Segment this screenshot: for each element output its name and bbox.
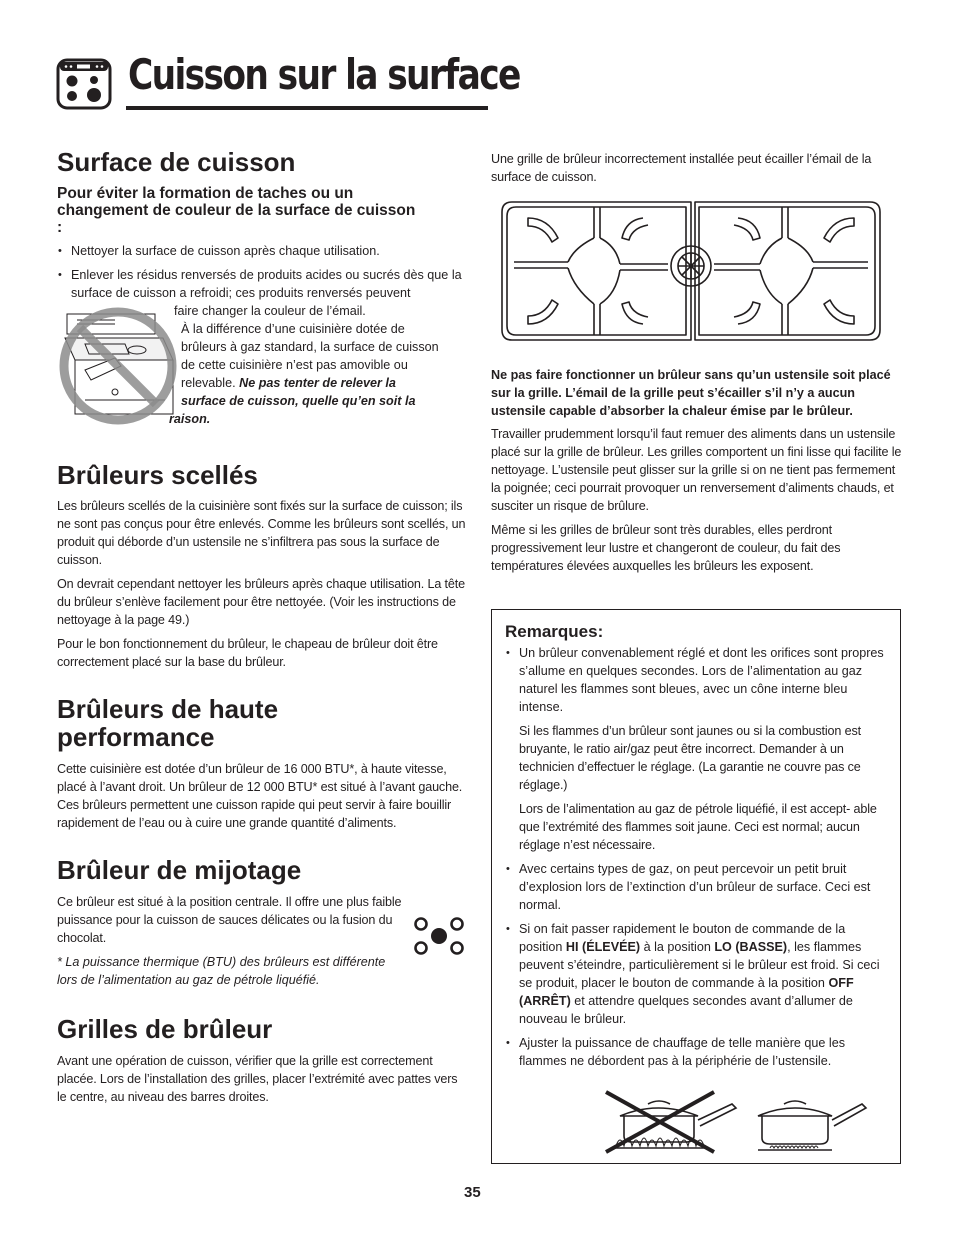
surface-subheading: Pour éviter la formation de taches ou un changement de couleur de la surface de cuisson : [57,185,416,236]
remarks-title: Remarques: [505,622,604,641]
list-item: • Avec certains types de gaz, on peut percevoir un petit bruit d’explosion lors de l’extinction d’un brûleur de surface. Ceci est normal. [505,860,886,914]
page-header [56,50,520,114]
grate-paragraph-1: Travailler prudemment lorsqu’il faut remuer des aliments dans un ustensile placé sur la grille de brûleur. Les grilles comportent un fini lisse qui facilite le nettoyage. L’ustensile peut glisser sur la grille si on ne tient pas fermement la poignée; ceci pourrait provoquer un renversement d’aliments chauds, et susciter un risque de brûlure. [491,427,902,513]
surface-note-block [57,302,467,436]
sealed-heading: Brûleurs scellés [57,460,258,490]
remarks-box [491,609,901,1164]
surface-bullet-continued: faire changer la couleur de l’émail. [174,304,366,318]
page-number: 35 [464,1184,481,1201]
remarks-sub-paragraph: Lors de l’alimentation au gaz de pétrole liquéfié, il est accept- able que l’extrémité des flammes soit jaune. Ceci est normal; aucun réglage n’est nécessaire. [519,802,877,852]
simmer-footnote: * La puissance thermique (BTU) des brûleurs est différente lors de l’alimentation au gaz de pétrole liquéfié. [57,955,386,987]
left-column [57,148,467,1106]
note-line: À la différence d’une cuisinière dotée de [181,322,405,336]
remarks-list [505,860,886,1070]
highperf-paragraph: Cette cuisinière est dotée d’un brûleur de 16 000 BTU*, à haute vitesse, placé à l’avant droit. Un brûleur de 12 000 BTU* est situé à l’avant gauche. Ces brûleurs permettent une cuisson rapide qui peut servir à faire bouillir rapidement de l’eau ou à cuire une grande quantité d’aliments. [57,762,463,830]
page-title: Cuisson sur la surface [128,50,520,99]
grate-intro: Une grille de brûleur incorrectement installée peut écailler l’émail de la surface de cuisson. [491,152,872,184]
note-line: de cette cuisinière n’est pas amovible ou [181,358,408,372]
note-warning: raison. [169,412,211,426]
simmer-paragraph: Ce brûleur est situé à la position centrale. Il offre une plus faible puissance pour la cuisson de sauces délicates ou la fusion du chocolat. [57,895,402,945]
grates-heading: Grilles de brûleur [57,1014,273,1044]
burner-grate-icon [498,198,884,344]
list-item: • Nettoyer la surface de cuisson après chaque utilisation. [57,242,467,260]
burner-layout-icon [413,915,465,957]
title-rule [126,106,488,110]
pan-flames-too-high-icon [602,1090,752,1154]
list-item: • Ajuster la puissance de chauffage de telle manière que les flammes ne débordent pas à la périphérie de l’ustensile. [505,1034,886,1070]
simmer-block [57,893,467,989]
list-item: • Enlever les résidus renversés de produits acides ou sucrés dès que la surface de cuisson a refroidi; ces produits renversés peuvent [57,266,467,302]
grate-warning: Ne pas faire fonctionner un brûleur sans qu’un ustensile soit placé sur la grille. L’émail de la grille peut s’écailler s’il n’y a aucun ustensile capable d’absorber la chaleur émise par le brûleur. [491,368,891,418]
sealed-paragraph-2: On devrait cependant nettoyer les brûleurs après chaque utilisation. La tête du brûleur s’enlève facilement pour être nettoyée. (Voir les instructions de nettoyage à la page 49.) [57,577,465,627]
note-line: relevable. Ne pas tenter de relever la [181,376,396,390]
grates-paragraph: Avant une opération de cuisson, vérifier que la grille est correctement placée. Lors de l’installation des grilles, placer l’extrémité avec pattes vers le centre, au niveau des barres droites. [57,1054,458,1104]
remarks-list [505,644,886,716]
note-warning: surface de cuisson, quelle qu’en soit la [181,394,416,408]
sealed-paragraph-1: Les brûleurs scellés de la cuisinière sont fixés sur la surface de cuisson; ils ne sont pas conçus pour être enlevés. Comme les brûleurs sont scellés, un produit qui déborde d’un ustensile ne s’infiltrera pas sous la surface de cuisson. [57,499,466,567]
surface-bullets [57,242,467,302]
remarks-sub-paragraph: Si les flammes d’un brûleur sont jaunes ou si la combustion est bruyante, le ratio air/gaz peut être incorrect. Demander à un technicien d’effectuer le réglage. (La garantie ne couvre pas ce réglage.) [519,724,861,792]
surface-heading: Surface de cuisson [57,147,296,177]
right-column [491,150,903,575]
grate-paragraph-2: Même si les grilles de brûleur sont très durables, elles perdront progressivement leur lustre et changeront de couleur, du fait des températures élevées auxquelles les brûleurs les exposent. [491,523,841,573]
note-line: brûleurs à gaz standard, la surface de cuisson [181,340,439,354]
sealed-paragraph-3: Pour le bon fonctionnement du brûleur, le chapeau de brûleur doit être correctement placé sur la base du brûleur. [57,637,438,669]
cooktop-icon [56,58,112,110]
pan-flames-correct-icon [754,1094,874,1154]
list-item: • Si on fait passer rapidement le bouton de commande de la position HI (ÉLEVÉE) à la position LO (BASSE), les flammes peuvent s’éteindre, particulièrement si le brûleur est froid. Si ceci se produit, placer le bouton de commande à la position OFF (ARRÊT) et attendre quelques secondes avant d’allumer de nouveau le brûleur. [505,920,886,1028]
list-item: • Un brûleur convenablement réglé et dont les orifices sont propres s’allume en quelques secondes. Lors de l’alimentation au gaz naturel les flammes sont bleues, avec un cône interne bleu intense. [505,644,886,716]
highperf-heading: Brûleurs de haute performance [57,694,279,752]
simmer-heading: Brûleur de mijotage [57,855,302,885]
no-lift-cooktop-icon [55,304,181,428]
